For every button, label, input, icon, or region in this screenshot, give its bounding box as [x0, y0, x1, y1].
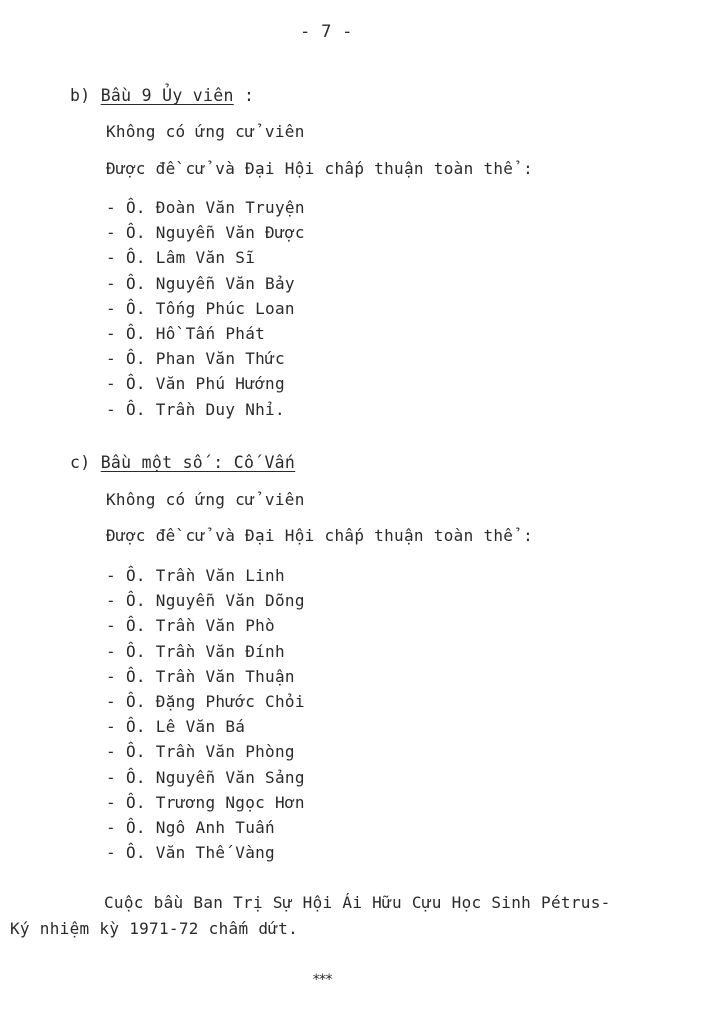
section-b-title-suffix: :	[243, 86, 255, 105]
section-c-member-list	[106, 563, 305, 865]
list-item: - Ô. Văn Phú Hướng	[106, 374, 285, 394]
list-item: - Ô. Trần Văn Linh	[106, 566, 285, 585]
list-item: - Ô. Nguyễn Văn Được	[106, 223, 305, 243]
section-b-member-list	[106, 195, 305, 422]
list-item: - Ô. Trương Ngọc Hơn	[106, 792, 305, 812]
list-item: - Ô. Trần Văn Đính	[106, 641, 285, 661]
section-b-no-candidates: Không có ứng cử viên	[106, 122, 305, 141]
section-c-approval: Được đề cử và Đại Hội chấp thuận toàn thể :	[106, 526, 534, 545]
list-item: - Ô. Lê Văn Bá	[106, 717, 246, 737]
list-item: - Ô. Trần Văn Phò	[106, 616, 275, 636]
list-item: - Ô. Hồ Tấn Phát	[106, 323, 266, 343]
section-c-title: Bầu một số : Cố Vấn	[100, 453, 296, 472]
list-item: - Ô. Tống Phúc Loan	[106, 298, 295, 318]
list-item: - Ô. Phan Văn Thức	[106, 349, 285, 369]
section-b-letter: b)	[70, 86, 91, 105]
list-item: - Ô. Nguyễn Văn Bảy	[106, 273, 295, 293]
list-item: - Ô. Văn Thế Vàng	[106, 843, 275, 863]
closing-line-1: Cuộc bầu Ban Trị Sự Hội Ái Hữu Cựu Học Sinh Pétrus-	[104, 893, 611, 912]
section-b-title: Bầu 9 Ủy viên	[100, 86, 234, 105]
list-item: - Ô. Trần Duy Nhỉ.	[106, 399, 285, 419]
list-item: - Ô. Lâm Văn Sĩ	[106, 248, 256, 268]
list-item: - Ô. Đoàn Văn Truyện	[106, 198, 305, 217]
end-mark-stars: ***	[312, 972, 332, 988]
list-item: - Ô. Nguyễn Văn Sảng	[106, 767, 305, 787]
page-number: - 7 -	[300, 22, 353, 42]
section-b-heading	[70, 86, 254, 105]
section-b-approval: Được đề cử và Đại Hội chấp thuận toàn thể :	[106, 159, 534, 178]
list-item: - Ô. Ngô Anh Tuấn	[106, 817, 275, 837]
list-item: - Ô. Trần Văn Thuận	[106, 666, 295, 686]
list-item: - Ô. Đặng Phước Chỏi	[106, 691, 305, 711]
list-item: - Ô. Trần Văn Phòng	[106, 742, 295, 762]
end-mark	[312, 972, 331, 988]
section-c-no-candidates: Không có ứng cử viên	[106, 490, 305, 509]
closing-line-2: Ký nhiệm kỳ 1971-72 chấm dứt.	[10, 919, 299, 938]
section-c-letter: c)	[70, 453, 91, 472]
list-item: - Ô. Nguyễn Văn Dõng	[106, 591, 305, 611]
section-c-heading	[70, 453, 295, 472]
